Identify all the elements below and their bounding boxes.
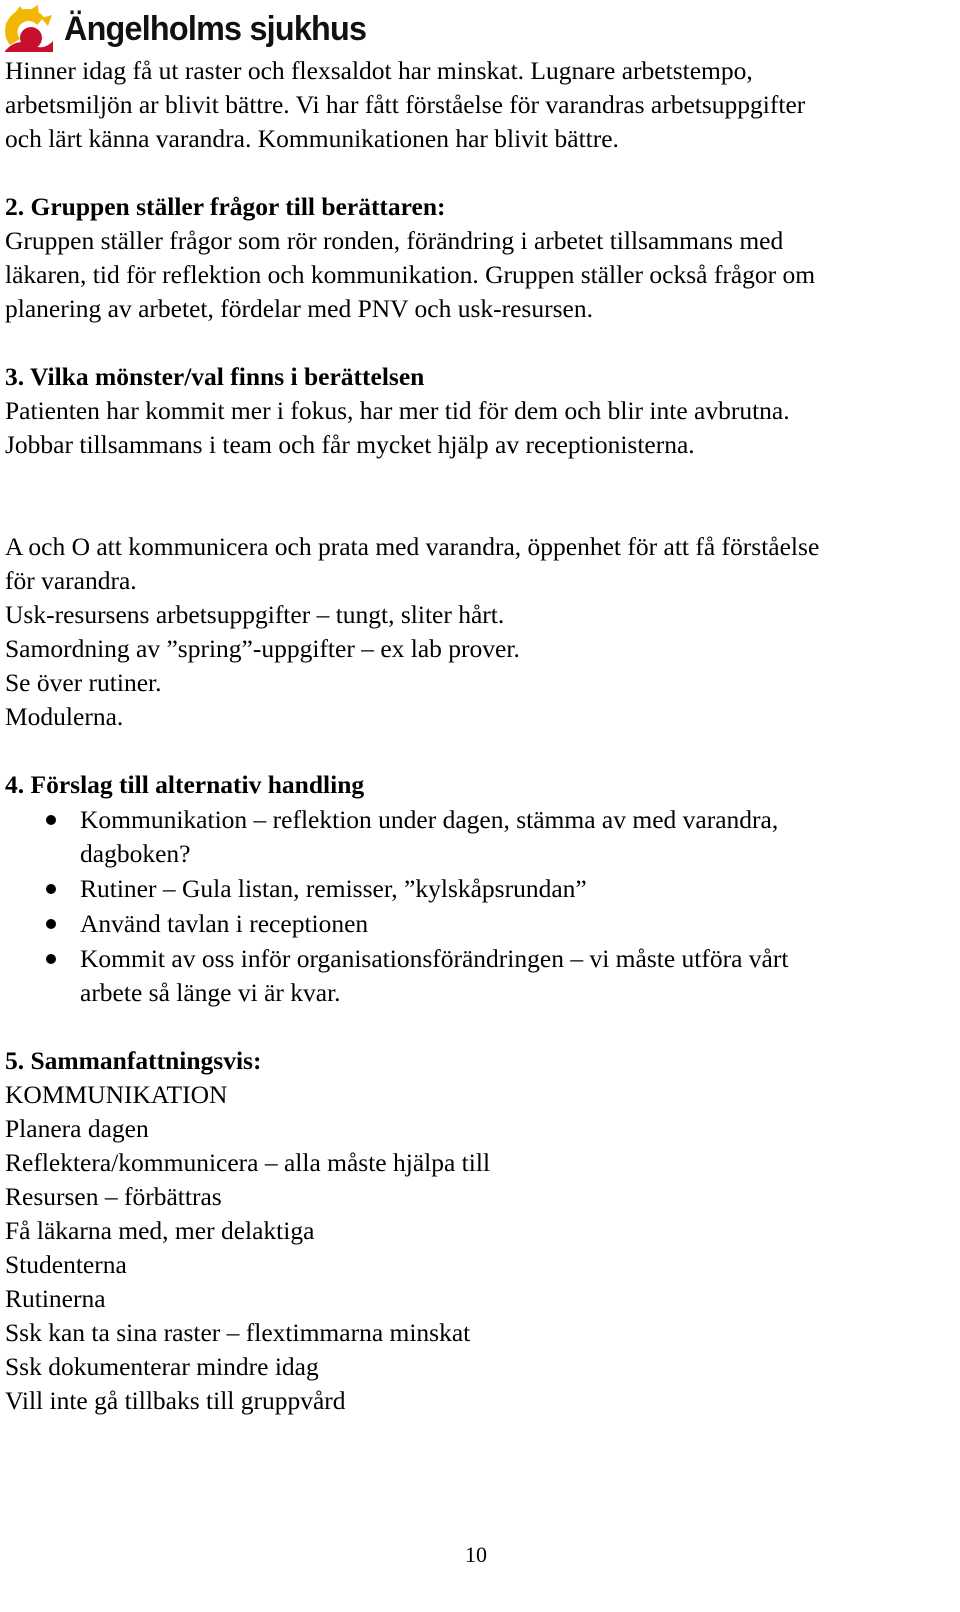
page-number: 10 xyxy=(465,1542,487,1567)
text-line: Planera dagen xyxy=(5,1114,149,1143)
text-line: Studenterna xyxy=(5,1250,127,1279)
text-line: Kommunikation – reflektion under dagen, stämma av med varandra, xyxy=(80,805,779,834)
text-line: Ssk dokumenterar mindre idag xyxy=(5,1352,319,1381)
text-line: Resursen – förbättras xyxy=(5,1182,222,1211)
text-line: Gruppen ställer frågor som rör ronden, förändring i arbetet tillsammans med xyxy=(5,226,784,255)
text-line: KOMMUNIKATION xyxy=(5,1080,228,1109)
text-line: arbetsmiljön ar blivit bättre. Vi har fått förståelse för varandras arbetsuppgifter xyxy=(5,90,806,119)
text-line: Usk-resursens arbetsuppgifter – tungt, sliter hårt. xyxy=(5,600,505,629)
notes-paragraph xyxy=(5,530,940,734)
text-line: läkaren, tid för reflektion och kommunikation. Gruppen ställer också frågor om xyxy=(5,260,816,289)
text-line: Ssk kan ta sina raster – flextimmarna minskat xyxy=(5,1318,471,1347)
logo-text: Ängelholms sjukhus xyxy=(64,10,367,48)
text-line: Vill inte gå tillbaks till gruppvård xyxy=(5,1386,346,1415)
text-line: Modulerna. xyxy=(5,702,124,731)
text-line: Hinner idag få ut raster och flexsaldot har minskat. Lugnare arbetstempo, xyxy=(5,56,753,85)
section-heading: 3. Vilka mönster/val finns i berättelsen xyxy=(5,362,425,391)
bullet-icon xyxy=(46,954,56,964)
text-line: arbete så länge vi är kvar. xyxy=(80,978,341,1007)
section-heading: 2. Gruppen ställer frågor till berättaren: xyxy=(5,192,446,221)
text-line: Rutinerna xyxy=(5,1284,106,1313)
section-4 xyxy=(5,768,940,1010)
text-line: Använd tavlan i receptionen xyxy=(80,909,369,938)
list-item xyxy=(5,872,940,906)
text-line: Rutiner – Gula listan, remisser, ”kylskåpsrundan” xyxy=(80,874,587,903)
text-line: Se över rutiner. xyxy=(5,668,162,697)
section-heading: 5. Sammanfattningsvis: xyxy=(5,1046,262,1075)
text-line: planering av arbetet, fördelar med PNV och usk-resursen. xyxy=(5,294,593,323)
bullet-icon xyxy=(46,919,56,929)
bullet-icon xyxy=(46,815,56,825)
list-item xyxy=(5,942,940,1010)
section-5 xyxy=(5,1044,940,1418)
bullet-icon xyxy=(46,884,56,894)
intro-paragraph xyxy=(5,54,940,156)
text-line: Samordning av ”spring”-uppgifter – ex lab prover. xyxy=(5,634,520,663)
text-line: Patienten har kommit mer i fokus, har mer tid för dem och blir inte avbrutna. xyxy=(5,396,790,425)
document-body xyxy=(5,54,940,1418)
bullet-list xyxy=(5,803,940,1010)
text-line: A och O att kommunicera och prata med varandra, öppenhet för att få förståelse xyxy=(5,532,820,561)
sun-logo-icon xyxy=(4,5,54,53)
section-3 xyxy=(5,360,940,462)
section-heading: 4. Förslag till alternativ handling xyxy=(5,770,365,799)
text-line: och lärt känna varandra. Kommunikationen har blivit bättre. xyxy=(5,124,619,153)
section-2 xyxy=(5,190,940,326)
text-line: för varandra. xyxy=(5,566,137,595)
text-line: Få läkarna med, mer delaktiga xyxy=(5,1216,315,1245)
text-line: Reflektera/kommunicera – alla måste hjälpa till xyxy=(5,1148,491,1177)
text-line: Kommit av oss inför organisationsförändringen – vi måste utföra vårt xyxy=(80,944,789,973)
hospital-logo xyxy=(4,4,382,54)
list-item xyxy=(5,803,940,871)
list-item xyxy=(5,907,940,941)
text-line: dagboken? xyxy=(80,839,191,868)
text-line: Jobbar tillsammans i team och får mycket hjälp av receptionisterna. xyxy=(5,430,695,459)
